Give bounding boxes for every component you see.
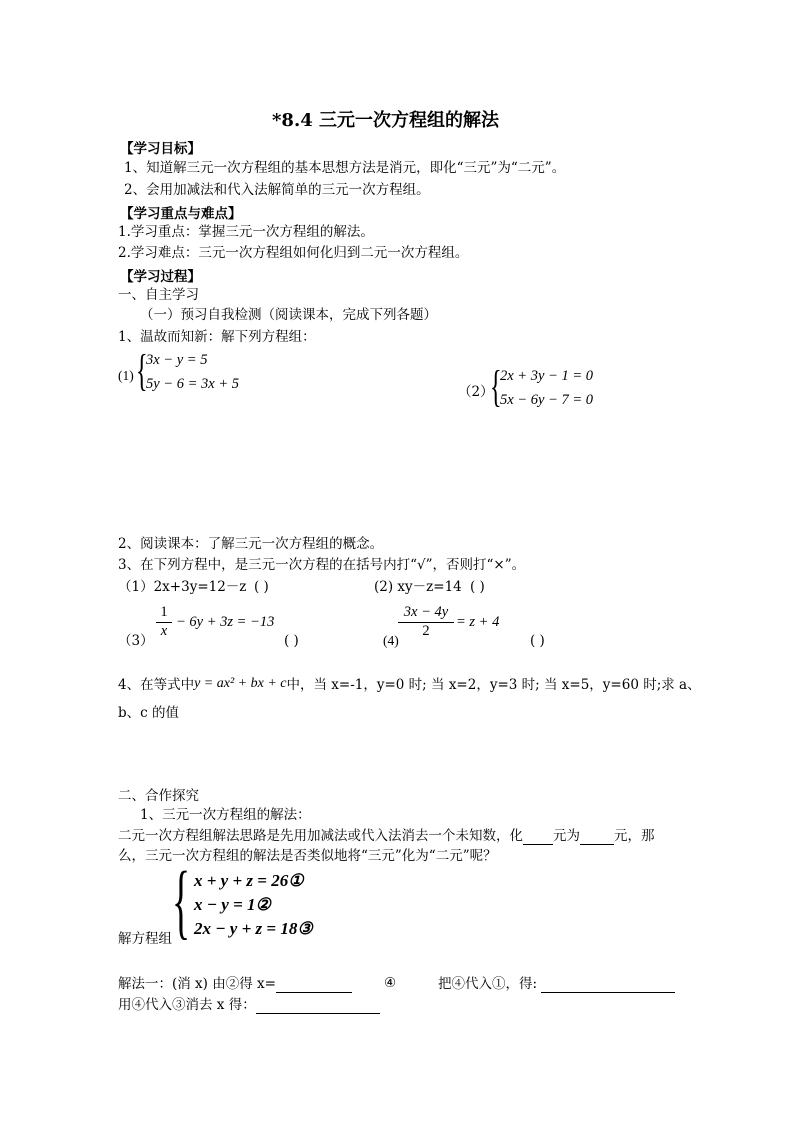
blank-field[interactable] [580,826,614,845]
brace-icon: { [172,855,191,948]
brace-icon: { [136,346,148,395]
equation: x + y + z = 26① [194,871,304,890]
part2-heading: 二、合作探究 [118,788,199,804]
paragraph-text: 二元一次方程组解法思路是先用加减法或代入法消去一个未知数，化 [118,828,523,844]
q3-option-3-label: （3） [118,633,154,649]
question-3: 3、在下列方程中，是三元一次方程的在括号内打“√”，否则打“×”。 [118,557,526,573]
system-label: 解方程组 [118,931,172,947]
question-2: 2、阅读课本：了解三元一次方程组的概念。 [118,536,384,552]
solution-text: 把④代入①，得: [438,976,538,992]
part1-heading: 一、自主学习 [118,287,199,303]
method-heading: 1、三元一次方程组的解法： [140,807,311,823]
system-label: （2） [458,384,494,400]
question-4-text: 4、在等式中 [118,677,195,693]
process-heading: 【学习过程】 [120,269,201,285]
paragraph: 么，三元一次方程组的解法是否类似地将“三元”化为“二元”呢？ [118,848,497,864]
answer-paren[interactable]: ( ) [284,633,299,649]
blank-field[interactable] [523,826,553,845]
blank-field[interactable] [256,995,380,1014]
blank-field[interactable] [276,974,352,993]
paragraph-text: 元为 [553,828,580,844]
brace-icon: { [490,362,502,411]
goals-heading: 【学习目标】 [120,141,201,157]
answer-paren[interactable]: ( ) [254,579,269,595]
question-4-cont: b、c 的值 [118,705,179,721]
blank-field[interactable] [541,974,675,993]
fraction [156,604,172,640]
denominator: x [160,623,168,639]
key-point-item: 2.学习难点：三元一次方程组如何化归到二元一次方程组。 [118,245,469,261]
question-4 [118,675,701,694]
equation-marker: ④ [384,975,397,991]
answer-paren[interactable]: ( ) [530,633,545,649]
question-1: 1、温故而知新：解下列方程组： [118,329,316,345]
equation: 2x + 3y − 1 = 0 [500,368,593,384]
paragraph-text: 元，那 [614,828,655,844]
question-4-text: 中，当 x=-1，y=0 时; 当 x=2，y=3 时; 当 x=5，y=60 时;求 a、 [286,677,701,693]
equation: 3x − y = 5 [146,352,208,368]
solution-text: 用④代入③消去 x 得： [118,997,256,1013]
self-check-heading: （一）预习自我检测（阅读课本，完成下列各题） [140,307,437,323]
q3-option-1: （1）2x+3y=12－z [118,579,247,595]
q3-option-4: = z + 4 [456,614,500,630]
quadratic-formula: y = ax² + bx + c [194,676,287,691]
denominator: 2 [422,623,430,639]
equation: x − y = 1② [194,895,271,914]
fraction [398,604,454,640]
solution-line-1b [438,974,675,993]
q3-option-4-label: (4) [383,633,399,648]
equation-system-3 [172,855,372,948]
equation: 2x − y + z = 18③ [194,919,313,938]
numerator: 3x − 4y [403,604,449,620]
equation: 5y − 6 = 3x + 5 [146,376,239,392]
q3-option-2: (2) xy－z=14 [374,579,462,595]
key-points-heading: 【学习重点与难点】 [120,206,242,222]
goal-item: 2、会用加减法和代入法解简单的三元一次方程组。 [124,182,430,198]
solution-line-1 [118,974,352,993]
paragraph [118,826,655,845]
answer-paren[interactable]: ( ) [470,579,485,595]
solution-line-2 [118,995,380,1014]
system-label: (1) [118,368,134,383]
numerator: 1 [160,604,168,620]
q3-option-3: − 6y + 3z = −13 [176,614,275,630]
equation: 5x − 6y − 7 = 0 [500,392,593,408]
goal-item: 1、知道解三元一次方程组的基本思想方法是消元，即化“三元”为“二元”。 [124,160,566,176]
solution-text: 解法一：(消 x) 由②得 x= [118,976,276,992]
page-title: *8.4 三元一次方程组的解法 [272,110,499,131]
key-point-item: 1.学习重点：掌握三元一次方程组的解法。 [118,224,374,240]
